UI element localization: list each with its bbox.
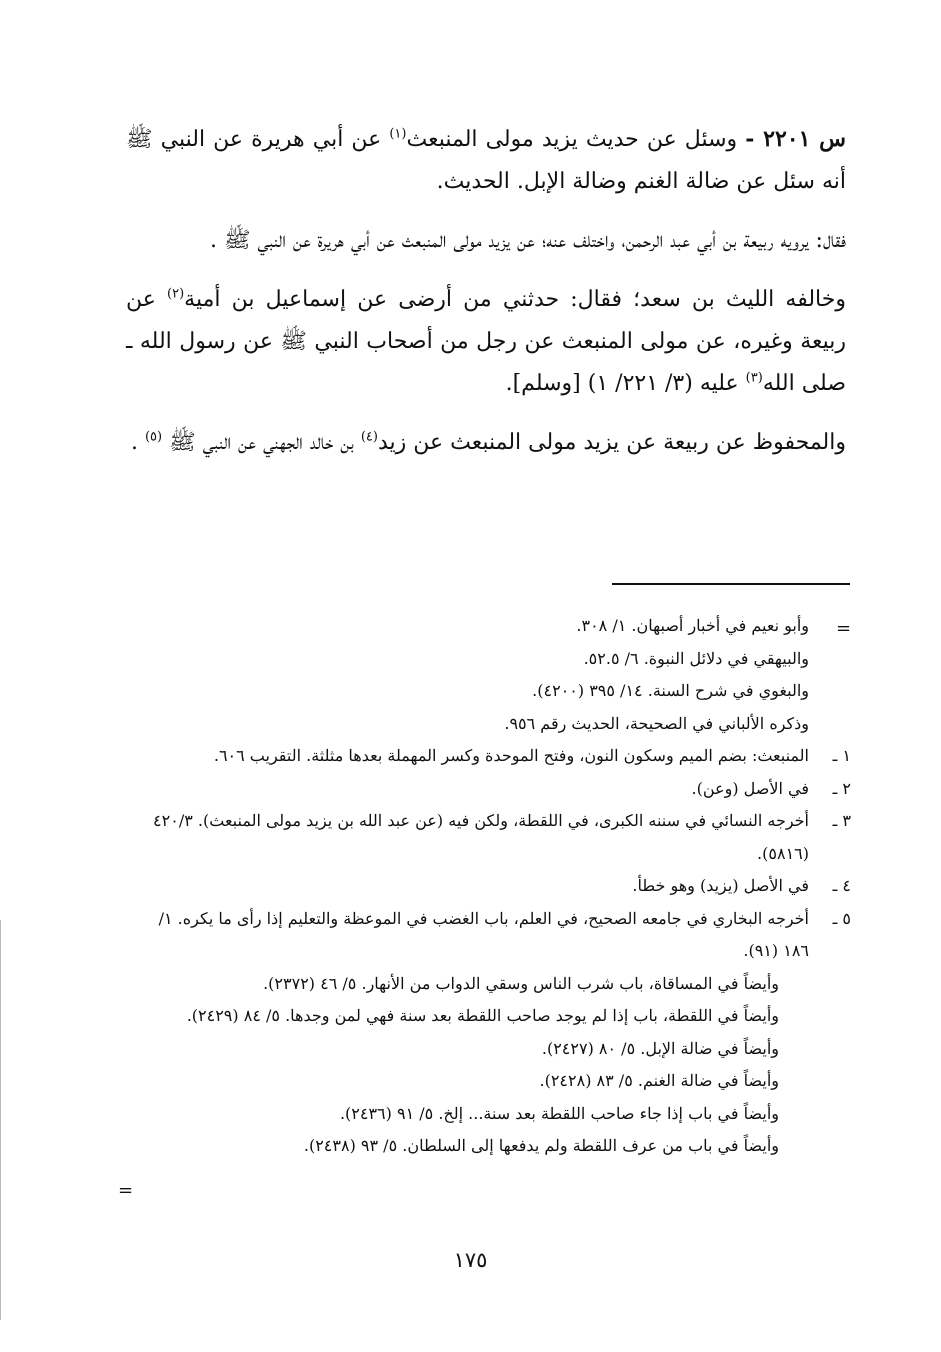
continuation-line: وذكره الألباني في الصحيحة، الحديث رقم ٩٥٦. bbox=[504, 713, 809, 733]
footnote-2: ٢ ـ في الأصل (وعن). bbox=[131, 773, 851, 806]
footnote-line: وأيضاً في اللقطة، باب إذا لم يوجد صاحب اللقطة بعد سنة فهي لمن وجدها. ٥/ ٨٤ (٢٤٢٩). bbox=[186, 1006, 779, 1025]
footnote-number: ٥ ـ bbox=[832, 908, 851, 928]
footnote-line: وأيضاً في باب إذا جاء صاحب اللقطة بعد سنة... إلخ. ٥/ ٩١ (٢٤٣٦). bbox=[339, 1103, 779, 1123]
footnote-number: ٣ ـ bbox=[832, 811, 851, 830]
continuation-line: والبيهقي في دلائل النبوة. ٦/ ٥٢.٥. bbox=[583, 648, 809, 668]
footnote-4: ٤ ـ في الأصل (يزيد) وهو خطأ. bbox=[131, 870, 851, 903]
footnote-ref-4[interactable]: (٤) bbox=[360, 429, 378, 445]
footnote-1: ١ ـ المنبعث: بضم الميم وسكون النون، وفتح الموحدة وكسر المهملة بعدها مثلثة. التقريب ٦٠٦. bbox=[131, 740, 851, 773]
answer-paragraph-1: فقال: يرويه ربيعة بن أبي عبد الرحمن، واختلف عنه؛ عن يزيد مولى المنبعث عن أبي هريرة عن النبي ﷺ . bbox=[209, 228, 846, 253]
footnote-ref-3[interactable]: (٣) bbox=[745, 370, 763, 386]
footnote-line: وأيضاً في باب من عرف اللقطة ولم يدفعها إلى السلطان. ٥/ ٩٣ (٢٤٣٨). bbox=[303, 1136, 779, 1155]
continuation-line: والبغوي في شرح السنة. ١٤/ ٣٩٥ (٤٢٠٠). bbox=[532, 681, 809, 700]
footnote-ref-5[interactable]: (٥) bbox=[144, 429, 163, 445]
continuation-line: وأبو نعيم في أخبار أصبهان. ١/ ٣٠٨. bbox=[576, 616, 809, 635]
footnote-5-more bbox=[131, 968, 851, 1163]
footnote-separator bbox=[612, 583, 850, 585]
footnote-ref-2[interactable]: (٢) bbox=[167, 286, 185, 302]
footnote-line: وأيضاً في ضالة الغنم. ٥/ ٨٣ (٢٤٢٨). bbox=[539, 1071, 779, 1090]
answer-paragraph-3: والمحفوظ عن ربيعة عن يزيد مولى المنبعث عن زيد$^{(٤)}$ بن خالد الجهني عن النبي ﷺ $^{(٥)}$ . bbox=[130, 429, 846, 455]
main-text bbox=[126, 118, 846, 481]
footnote-continuation bbox=[131, 610, 851, 740]
footnotes bbox=[131, 610, 851, 1163]
footnote-line: وأيضاً في المساقاة، باب شرب الناس وسقي الدواب من الأنهار. ٥/ ٤٦ (٢٣٧٢). bbox=[263, 973, 779, 993]
answer-paragraph-2: وخالفه الليث بن سعد؛ فقال: حدثني من أرضى عن إسماعيل بن أمية$^{(٢)}$ عن ربيعة وغيره، عن مولى المنبعث عن رجل من أصحاب النبي ﷺ عن رسول الله ـ صلى الله$^{(٣)}$ عليه (٣/ ٢٢١/ ١) [وسلم]. bbox=[126, 286, 846, 396]
footnote-number: ٢ ـ bbox=[832, 778, 851, 798]
question-paragraph: س ٢٢٠١ - وسئل عن حديث يزيد مولى المنبعث$^{(١)}$ عن أبي هريرة عن النبي ﷺ أنه سئل عن ضالة الغنم وضالة الإبل. الحديث. bbox=[126, 126, 846, 194]
footnote-line: وأيضاً في ضالة الإبل. ٥/ ٨٠ (٢٤٢٧). bbox=[541, 1038, 779, 1058]
page-number: ١٧٥ bbox=[453, 1248, 488, 1272]
footnote-3: ٣ ـ أخرجه النسائي في سننه الكبرى، في اللقطة، ولكن فيه (عن عبد الله بن يزيد مولى المنبعث). ٤٢٠/٣ (٥٨١٦). bbox=[131, 805, 851, 870]
footnote-ref-1[interactable]: (١) bbox=[389, 126, 407, 142]
footnote-5: ٥ ـ أخرجه البخاري في جامعه الصحيح، في العلم، باب الغضب في الموعظة والتعليم إذا رأى ما يكره. ١/ ١٨٦ (٩١). bbox=[131, 903, 851, 968]
continuation-marker: = bbox=[836, 618, 852, 639]
footnote-number: ١ ـ bbox=[832, 746, 851, 765]
question-label: س ٢٢٠١ - bbox=[745, 126, 846, 152]
footnote-number: ٤ ـ bbox=[832, 876, 851, 895]
continues-marker: = bbox=[118, 1180, 134, 1201]
